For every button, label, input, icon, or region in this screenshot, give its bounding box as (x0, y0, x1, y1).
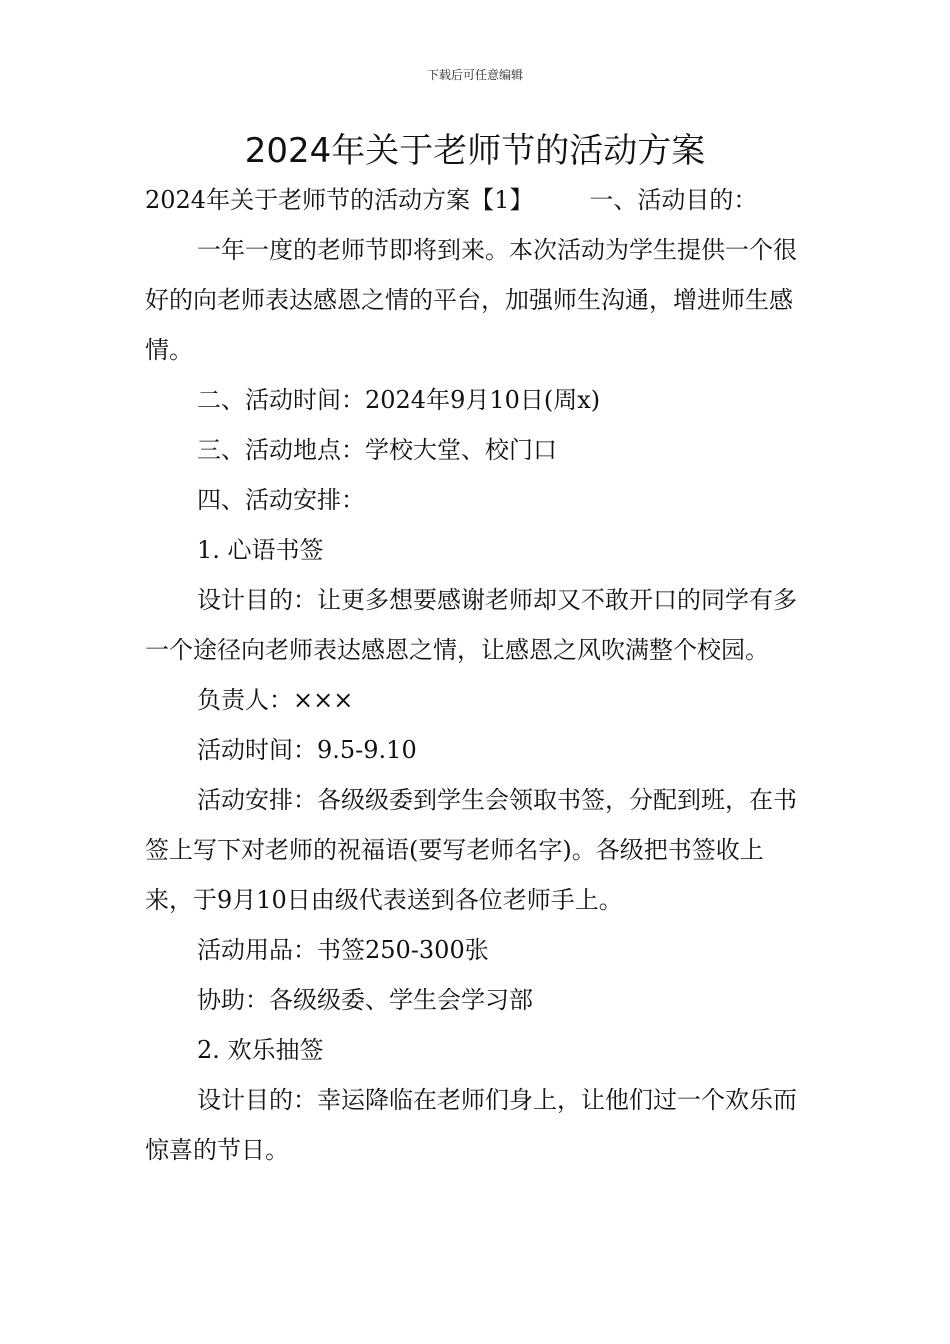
item-heading-bookmark: 1. 心语书签 (197, 536, 324, 564)
document-body (145, 175, 811, 1175)
paragraph-lottery-purpose: 设计目的：幸运降临在老师们身上，让他们过一个欢乐而惊喜的节日。 (145, 1086, 797, 1164)
paragraph-bookmark-supplies: 活动用品：书签250-300张 (197, 936, 489, 964)
intro-heading: 2024年关于老师节的活动方案【1】 (145, 186, 534, 214)
document-title: 2024年关于老师节的活动方案 (244, 131, 706, 171)
header-note: 下载后可任意编辑 (426, 68, 523, 82)
item-heading-lottery: 2. 欢乐抽签 (197, 1036, 324, 1064)
paragraph-bookmark-time: 活动时间：9.5-9.10 (197, 736, 417, 764)
paragraph-assist: 协助：各级级委、学生会学习部 (197, 986, 533, 1014)
intro-line (145, 175, 811, 225)
paragraph-arrangement-heading: 四、活动安排： (197, 486, 365, 514)
paragraph-location: 三、活动地点：学校大堂、校门口 (197, 436, 557, 464)
paragraph-purpose: 一年一度的老师节即将到来。本次活动为学生提供一个很好的向老师表达感恩之情的平台，加强师生沟通，增进师生感情。 (145, 236, 797, 364)
section-heading-purpose: 一、活动目的： (589, 186, 758, 214)
paragraph-bookmark-arrangement: 活动安排：各级级委到学生会领取书签，分配到班，在书签上写下对老师的祝福语(要写老师名字)。各级把书签收上来，于9月10日由级代表送到各位老师手上。 (145, 786, 797, 914)
paragraph-time: 二、活动时间：2024年9月10日(周x) (197, 386, 601, 414)
paragraph-person-in-charge: 负责人：××× (197, 686, 354, 714)
paragraph-bookmark-purpose: 设计目的：让更多想要感谢老师却又不敢开口的同学有多一个途径向老师表达感恩之情，让感恩之风吹满整个校园。 (145, 586, 797, 664)
